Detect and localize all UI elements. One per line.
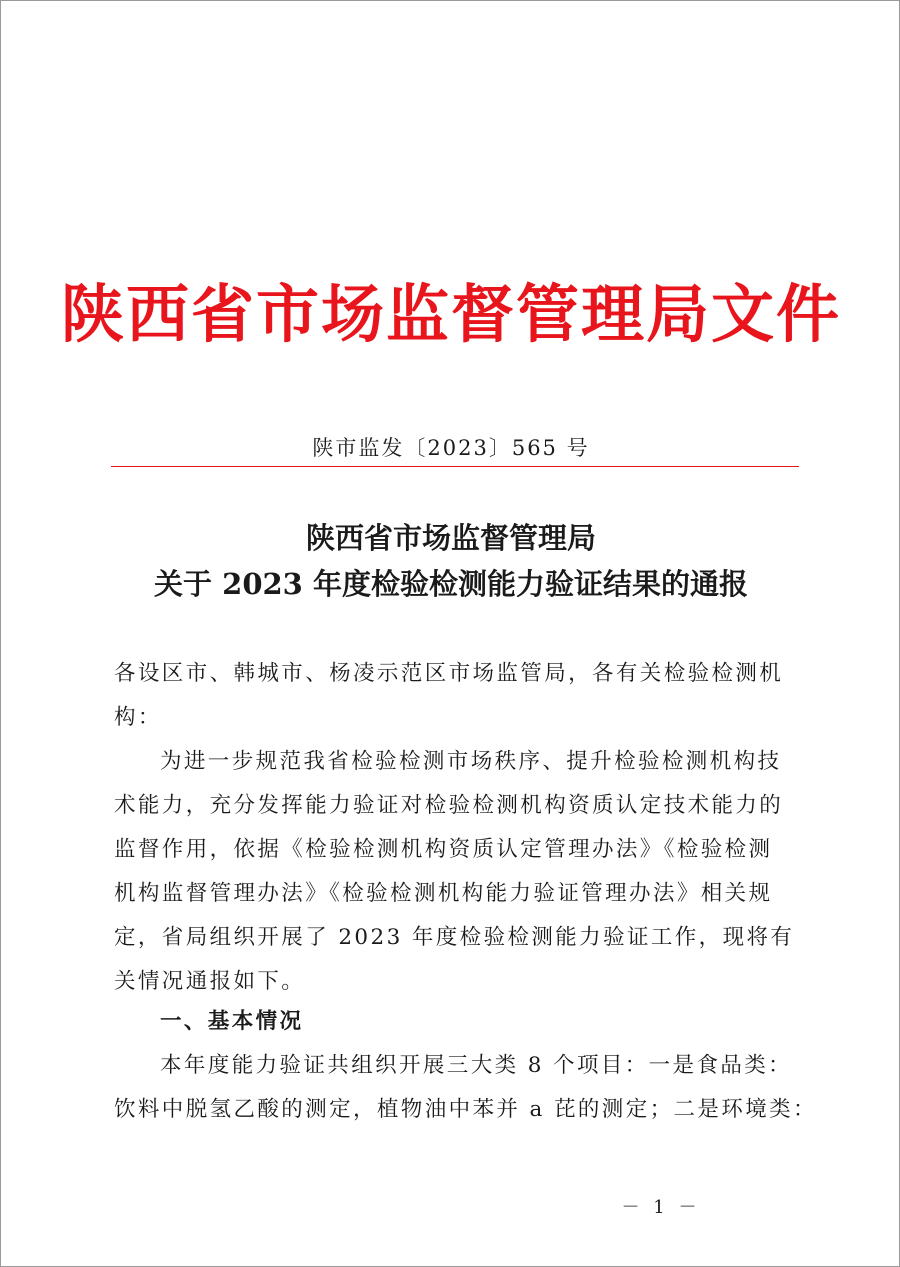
red-divider-line xyxy=(111,466,799,467)
section-1 xyxy=(114,1000,817,1132)
paragraph-line: 为进一步规范我省检验检测市场秩序、提升检验检测机构技 xyxy=(160,749,782,774)
salutation-line: 构： xyxy=(114,705,162,730)
salutation xyxy=(114,652,802,740)
paragraph-line: 定，省局组织开展了 2023 年度检验检测能力验证工作，现将有 xyxy=(114,925,795,950)
paragraph-line: 术能力，充分发挥能力验证对检验检测机构资质认定技术能力的 xyxy=(114,793,784,818)
paragraph-line: 关情况通报如下。 xyxy=(114,969,306,994)
intro-paragraph xyxy=(114,740,802,1004)
title-line-1: 陕西省市场监督管理局 xyxy=(305,521,596,555)
paragraph-line: 监督作用，依据《检验检测机构资质认定管理办法》《检验检测 xyxy=(114,837,773,862)
salutation-line: 各设区市、韩城市、杨凌示范区市场监管局，各有关检验检测机 xyxy=(114,661,784,686)
page-number: － 1 － xyxy=(621,1197,701,1218)
paragraph-line: 饮料中脱氢乙酸的测定，植物油中苯并 a 芘的测定；二是环境类： xyxy=(114,1097,817,1122)
paragraph-line: 机构监督管理办法》《检验检测机构能力验证管理办法》相关规 xyxy=(114,881,773,906)
document-number: 陕市监发〔2023〕565 号 xyxy=(312,436,590,460)
section-heading: 一、基本情况 xyxy=(160,1009,304,1034)
document-title xyxy=(1,515,900,607)
masthead-title: 陕西省市场监督管理局文件 xyxy=(61,277,841,351)
title-line-2: 关于 2023 年度检验检测能力验证结果的通报 xyxy=(154,567,748,601)
paragraph-line: 本年度能力验证共组织开展三大类 8 个项目：一是食品类： xyxy=(160,1053,793,1078)
